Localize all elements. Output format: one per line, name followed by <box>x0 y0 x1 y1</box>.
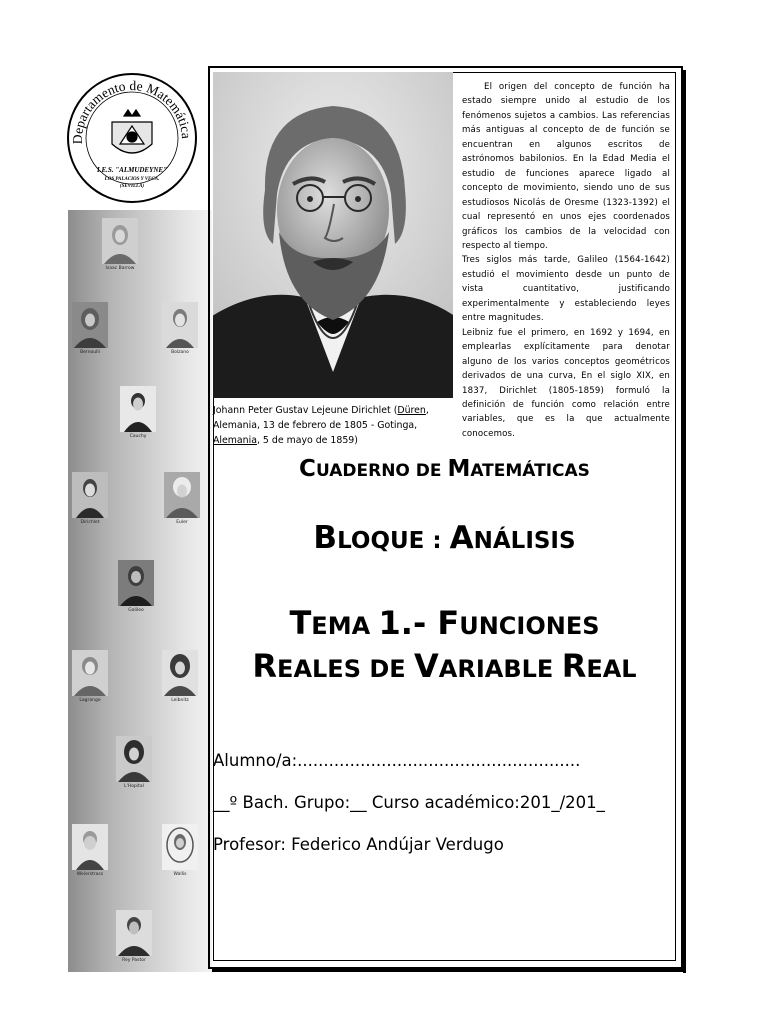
dirichlet-portrait <box>213 72 453 398</box>
seal-town: LOS PALACIOS Y VFCA. <box>104 177 160 182</box>
mathematician-name: Lagrange <box>79 698 101 703</box>
caption-link-alemania[interactable]: Alemania <box>213 435 257 446</box>
block-title: BLOQUE : ANÁLISIS <box>313 520 576 556</box>
mathematician-dirichlet <box>68 472 112 525</box>
frame-shadow-right <box>683 70 686 973</box>
mathematician-weierstrass <box>68 824 112 877</box>
seal-arc-text: Departamento de Matemática <box>69 77 195 145</box>
topic-title <box>213 603 676 689</box>
seal-school: I.E.S. "ALMUDEYNE" <box>96 166 168 174</box>
mathematician-leibnitz <box>158 650 202 703</box>
mathematician-name: Weierstrass <box>76 872 104 877</box>
history-text <box>462 80 670 441</box>
mathematician-euler <box>160 472 204 525</box>
caption-text: , Alemania, 13 de febrero de 1805 - Gotinga, <box>213 405 429 431</box>
mathematician-lagrange <box>68 650 112 703</box>
history-paragraph: Leibniz fue el primero, en 1692 y 1694, en emplearlas explícitamente para denotar alguno de los varios conceptos geométricos derivados de una curva, En el siglo XIX, en 1837, Dirichlet (1805-1859) formuló la definición de función como relación entre variables, que es la que actualmente conocemos. <box>462 327 670 439</box>
mathematician-wallis <box>158 824 202 877</box>
mathematician-bernoulli <box>68 302 112 355</box>
mathematician-name: Rey Pastor <box>122 958 146 963</box>
department-seal <box>64 70 200 206</box>
mathematician-cauchy <box>116 386 160 439</box>
mathematician-name: Isaac Barrow <box>105 266 135 271</box>
history-paragraph: El origen del concepto de función ha estado siempre unido al estudio de los fenómenos sujetos a cambios. Las referencias más antiguas al concepto de de función se encuentran en algunos escritos de astrónomos babilonios. En la Edad Media el estudio de funciones aparece ligado al concepto de movimiento, siendo uno de sus estudiosos Nicolás de Oresme (1323-1392) el cual representó en unos ejes coordenados gráficos los cambios de la velocidad con respecto al tiempo. <box>462 82 670 251</box>
history-paragraph: Tres siglos más tarde, Galileo (1564-1642) estudió el movimiento desde un punto de vista cuantitativo, justificando experimentalmente y estableciendo leyes entre magnitudes. <box>462 255 670 324</box>
mathematician-name: Euler <box>176 520 188 525</box>
mathematician-lhopital <box>112 736 156 789</box>
portrait-caption <box>213 403 453 448</box>
frame-shadow-bottom <box>212 969 686 972</box>
mathematician-name: Leibnitz <box>171 698 189 703</box>
mathematician-name: L'Hopital <box>124 784 144 789</box>
mathematician-rey-pastor <box>112 910 156 963</box>
topic-title-line-2: REALES DE VARIABLE REAL <box>252 647 637 685</box>
mathematician-name: Bolzano <box>171 350 189 355</box>
student-name-field[interactable]: Alumno/a:...................................................... <box>213 751 581 770</box>
mathematician-galileo <box>114 560 158 613</box>
caption-text: , 5 de mayo de 1859) <box>256 435 358 446</box>
course-group-field[interactable]: __º Bach. Grupo:__ Curso académico:201_/201_ <box>213 793 605 812</box>
mathematicians-strip <box>68 210 212 972</box>
mathematician-name: Cauchy <box>129 434 147 439</box>
caption-link-duren[interactable]: Düren <box>397 405 426 416</box>
caption-text: Johann Peter Gustav Lejeune Dirichlet ( <box>213 405 398 416</box>
mathematician-name: Wallis <box>173 872 187 877</box>
teacher-line: Profesor: Federico Andújar Verdugo <box>213 835 504 854</box>
seal-province: (SEVILLA) <box>119 184 145 189</box>
mathematician-name: Bernoulli <box>80 350 100 355</box>
mathematician-barrow <box>98 218 142 271</box>
mathematician-name: Galileo <box>128 608 144 613</box>
mathematician-name: Dirichlet <box>80 520 100 525</box>
mathematician-bolzano <box>158 302 202 355</box>
topic-title-line-1: TEMA 1.- FUNCIONES <box>289 604 600 642</box>
notebook-title: CUADERNO DE MATEMÁTICAS <box>299 456 590 482</box>
